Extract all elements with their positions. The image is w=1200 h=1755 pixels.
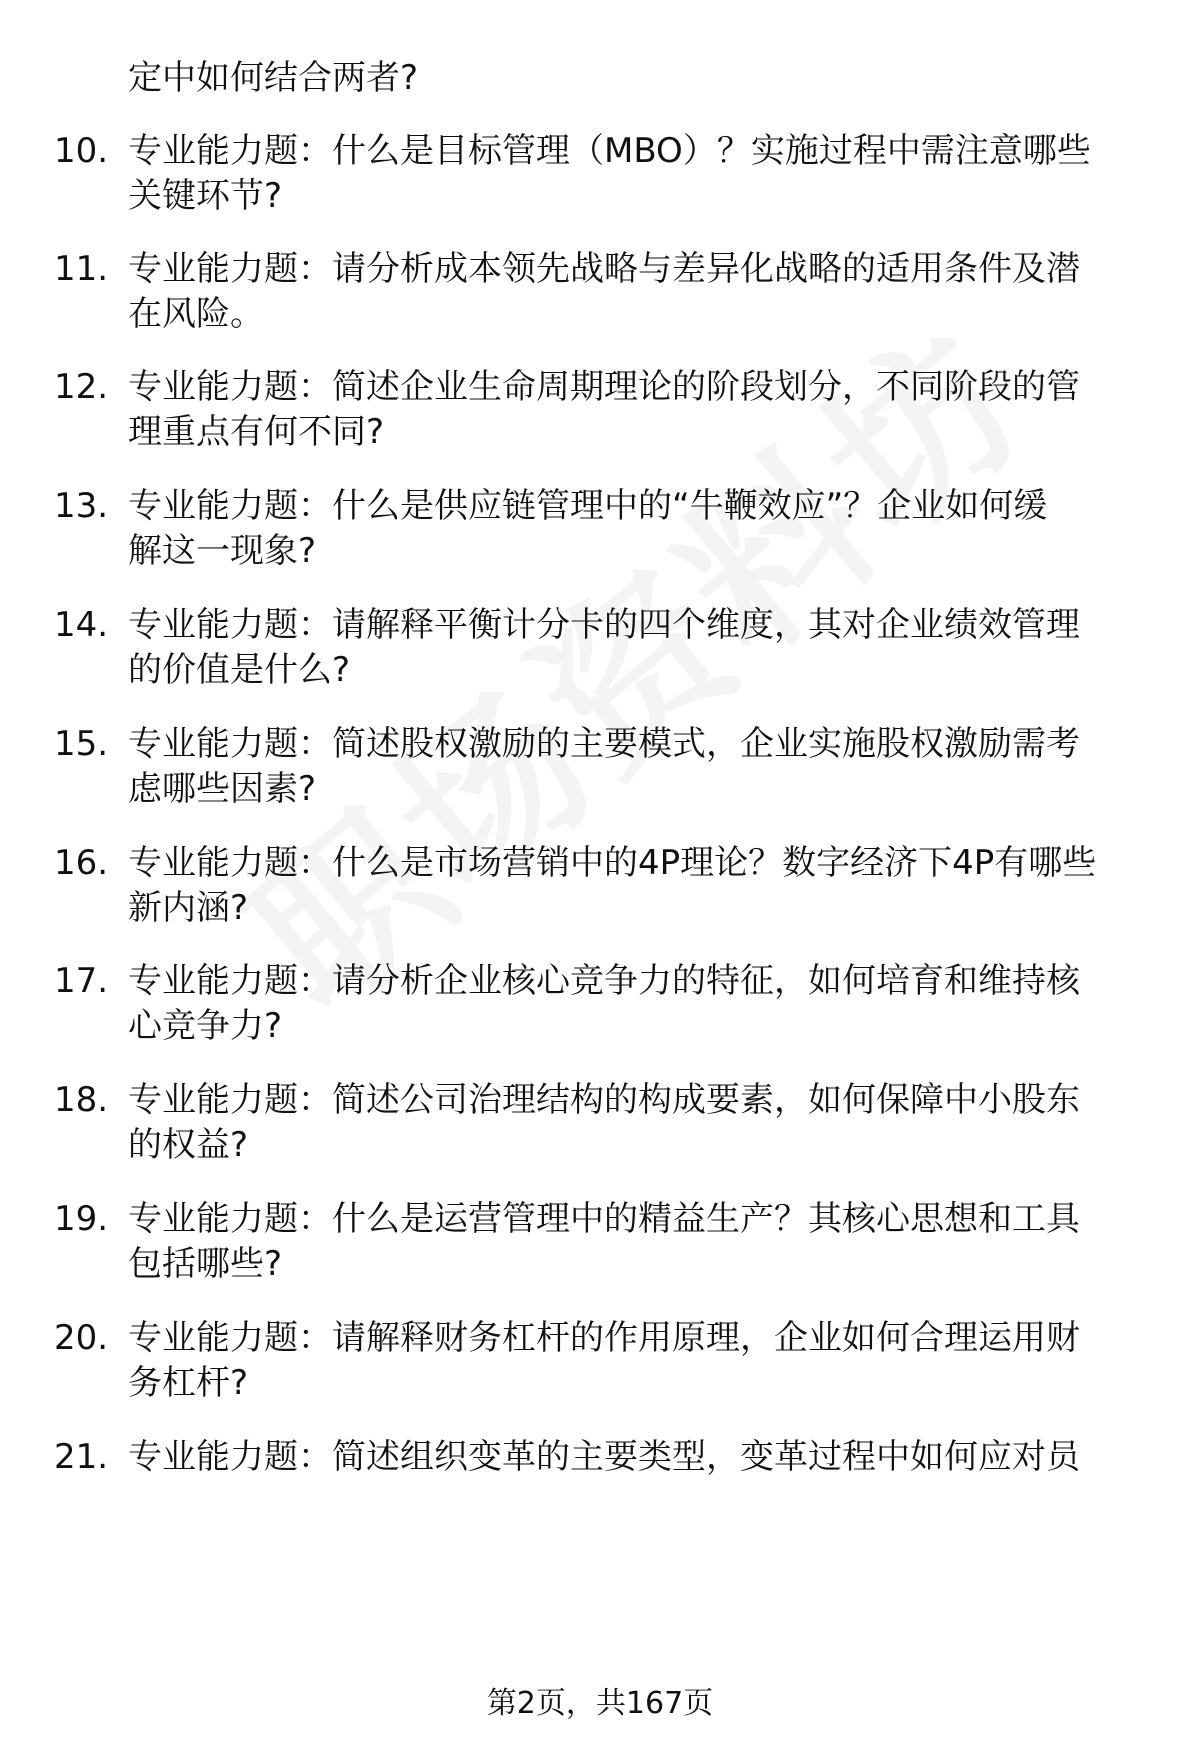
item-number: 15. — [54, 724, 109, 764]
item-line: 新内涵? — [128, 888, 249, 928]
item-line: 专业能力题：什么是供应链管理中的“牛鞭效应”？企业如何缓 — [128, 486, 1048, 526]
item-line: 包括哪些? — [128, 1244, 283, 1284]
item-number: 13. — [54, 486, 109, 526]
item-line: 专业能力题：简述企业生命周期理论的阶段划分，不同阶段的管 — [128, 367, 1080, 407]
item-line: 的价值是什么? — [128, 650, 351, 690]
item-line: 解这一现象? — [128, 531, 317, 571]
item-number: 20. — [54, 1318, 109, 1358]
item-number: 21. — [54, 1437, 109, 1477]
item-line: 专业能力题：请分析成本领先战略与差异化战略的适用条件及潜 — [128, 249, 1080, 289]
item-line: 心竞争力? — [128, 1006, 283, 1046]
item-line: 专业能力题：简述组织变革的主要类型，变革过程中如何应对员 — [128, 1437, 1080, 1477]
item-line: 理重点有何不同? — [128, 412, 385, 452]
item-number: 12. — [54, 367, 109, 407]
item-line: 虑哪些因素? — [128, 769, 317, 809]
item-number: 16. — [54, 843, 109, 883]
item-number: 10. — [54, 131, 109, 171]
item-line: 专业能力题：什么是运营管理中的精益生产？其核心思想和工具 — [128, 1199, 1080, 1239]
item-line: 务杠杆? — [128, 1363, 249, 1403]
item-number: 17. — [54, 961, 109, 1001]
item-line: 在风险。 — [128, 294, 264, 334]
item-line: 的权益? — [128, 1125, 249, 1165]
item-line: 专业能力题：请解释财务杠杆的作用原理，企业如何合理运用财 — [128, 1318, 1080, 1358]
item-line: 专业能力题：简述公司治理结构的构成要素，如何保障中小股东 — [128, 1080, 1080, 1120]
item-number: 18. — [54, 1080, 109, 1120]
item-number: 14. — [54, 605, 109, 645]
item-line: 专业能力题：简述股权激励的主要模式，企业实施股权激励需考 — [128, 724, 1080, 764]
item-line: 专业能力题：什么是目标管理（MBO）？实施过程中需注意哪些 — [128, 131, 1091, 171]
item-line: 专业能力题：什么是市场营销中的4P理论？数字经济下4P有哪些 — [128, 843, 1097, 883]
item-number: 11. — [54, 249, 109, 289]
page-footer: 第2页，共167页 — [486, 1686, 714, 1721]
item-number: 19. — [54, 1199, 109, 1239]
continuation-line: 定中如何结合两者? — [128, 58, 419, 98]
item-line: 专业能力题：请解释平衡计分卡的四个维度，其对企业绩效管理 — [128, 605, 1080, 645]
item-line: 专业能力题：请分析企业核心竞争力的特征，如何培育和维持核 — [128, 961, 1080, 1001]
item-line: 关键环节? — [128, 176, 283, 216]
